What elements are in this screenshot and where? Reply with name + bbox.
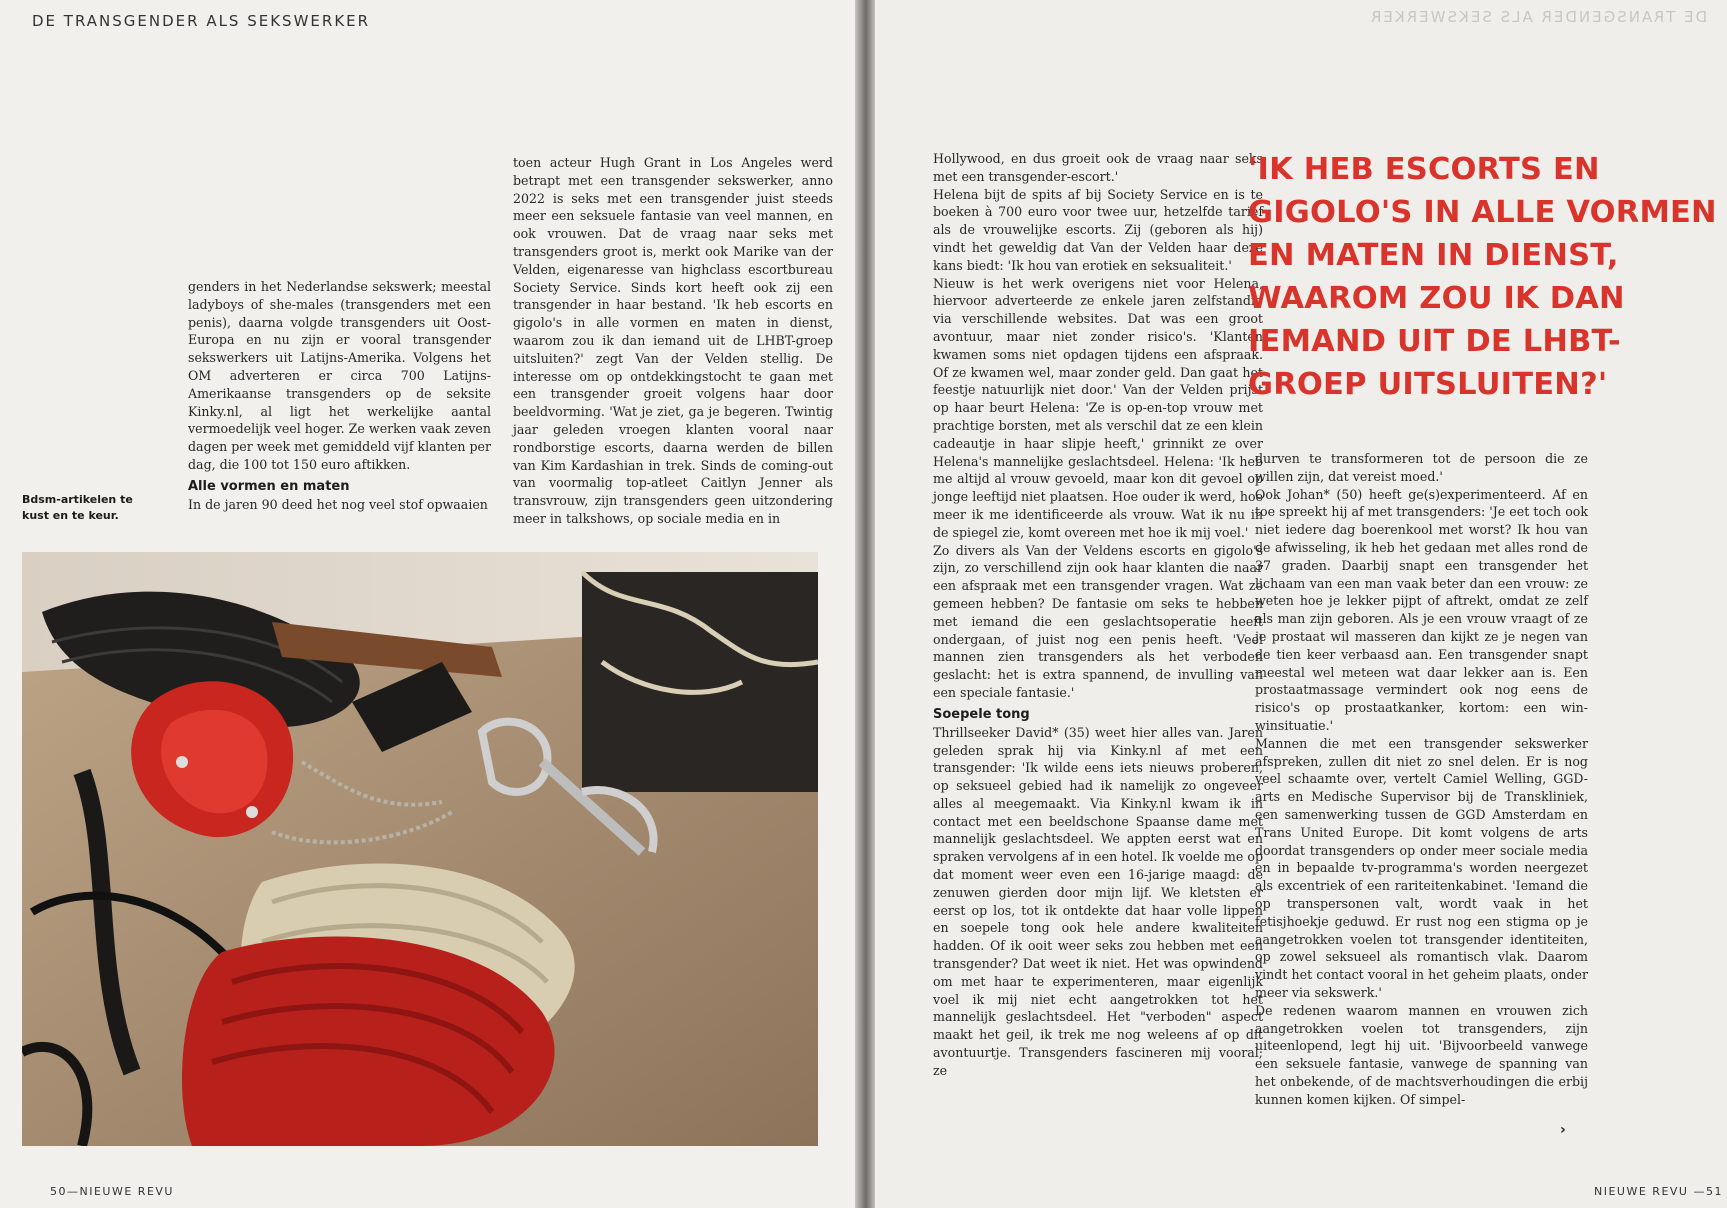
paragraph: In de jaren 90 deed het nog veel stof opwaaien [188, 496, 488, 512]
paragraph: Hollywood, en dus groeit ook de vraag naar seks met een transgender-escort.' [933, 151, 1263, 184]
subheading: Soepele tong [933, 706, 1030, 722]
article-column-4 [1255, 450, 1588, 1108]
running-head: DE TRANSGENDER ALS SEKSWERKER [32, 12, 371, 30]
page-number-left: 50—NIEUWE REVU [50, 1185, 174, 1198]
paragraph: Ook Johan* (50) heeft ge(s)experimenteerd. Af en toe spreekt hij af met transgenders: 'Je eet toch ook niet iedere dag boerenkool met worst? Ik hou van de afwisseling, ik heb het gedaan met alles rond de 37 graden. Daarbij snapt een transgender het lichaam van een man vaak beter dan een vrouw: ze weten hoe je lekker pijpt of aftrekt, omdat ze zelf als man zijn geboren. Als je een vrouw vraagt of ze je prostaat wil masseren dan kijkt ze je negen van de tien keer verbaasd aan. Een transgender snapt meestal wel meteen wat daar lekker aan is. Een prostaatmassage vermindert ook nog eens de risico's op prostaatkanker, kortom: een win-winsituatie.' [1255, 486, 1588, 733]
pull-quote: 'IK HEB ESCORTS EN GIGOLO'S IN ALLE VORMEN EN MATEN IN DIENST, WAAROM ZOU IK DAN IEMAND UIT DE LHBT-GROEP UITSLUITEN?' [1248, 152, 1717, 402]
paragraph: durven te transformeren tot de persoon die ze willen zijn, dat vereist moed.' [1255, 451, 1588, 484]
paragraph: Helena bijt de spits af bij Society Service en is te boeken à 700 euro voor twee uur, hetzelfde tarief als de vrouwelijke escorts. Zij (geboren als hij) vindt het geweldig dat Van der Velden haar deze kans biedt: 'Ik hou van erotiek en seksualiteit.' [933, 186, 1263, 273]
article-column-1 [188, 278, 491, 514]
continue-arrow-icon: › [1560, 1122, 1566, 1138]
photo-illustration [22, 552, 818, 1146]
page-number-right: NIEUWE REVU —51 [1594, 1185, 1723, 1198]
paragraph: Thrillseeker David* (35) weet hier alles van. Jaren geleden sprak hij via Kinky.nl af met een transgender: 'Ik wilde eens iets nieuws proberen, op seksueel gebied had ik namelijk zo ongeveer alles al meegemaakt. Via Kinky.nl kwam ik in contact met een beeldschone Spaanse dame met mannelijk geslachtsdeel. We appten eerst wat en spraken vervolgens af in een hotel. Ik voelde me op dat moment weer even een 16-jarige maagd: de zenuwen gierden door mijn lijf. We kletsten er eerst op los, tot ik ontdekte dat haar volle lippen en soepele tong ook hele andere kwaliteiten hadden. Of ik ooit weer seks zou hebben met een transgender? Dat weet ik niet. Het was opwindend om met haar te experimenteren, maar eigenlijk voel ik mij niet echt aangetrokken tot het mannelijk geslachtsdeel. Het "verboden" aspect maakt het geil, ik trek me nog weleens af op dit avontuurtje. Transgenders fascineren mij vooral; ze [933, 724, 1263, 1078]
paragraph: Nieuw is het werk overigens niet voor Helena, hiervoor adverteerde ze enkele jaren zelfstandig via verschillende websites. Dat was een groot avontuur, maar niet zonder risico's. 'Klanten kwamen soms niet opdagen tijdens een afspraak. Of ze kwamen wel, maar zonder geld. Dan gaat het feestje natuurlijk niet door.' Van der Velden prijst op haar beurt Helena: 'Ze is op-en-top vrouw met prachtige borsten, met als verschil dat ze een klein cadeautje in haar slipje heeft,' grinnikt ze over Helena's mannelijke geslachtsdeel. Helena: 'Ik heb me altijd al vrouw gevoeld, maar kon dit gevoel op jonge leeftijd niet plaatsen. Hoe ouder ik werd, hoe meer ik me identificeerde als vrouw. Wat ik nu in de spiegel zie, komt overeen met hoe ik mij voel.' [933, 275, 1263, 540]
paragraph: genders in het Nederlandse sekswerk; meestal ladyboys of she-males (transgenders met een penis), daarna volgde transgenders uit Oost-Europa en nu zijn er vooral transgender sekswerkers uit Latijns-Amerika. Volgens het OM adverteren er circa 700 Latijns-Amerikaanse transgenders op de seksite Kinky.nl, al ligt het werkelijke aantal vermoedelijk veel hoger. Ze werken vaak zeven dagen per week met gemiddeld vijf klanten per dag, die 100 tot 150 euro aftikken. [188, 279, 491, 472]
subheading: Alle vormen en maten [188, 478, 350, 494]
paragraph: Zo divers als Van der Veldens escorts en gigolo's zijn, zo verschillend zijn ook haar klanten die naar een afspraak met een transgender vragen. Wat ze gemeen hebben? De fantasie om seks te hebben met iemand die een geslachtsoperatie heeft ondergaan, of juist nog een penis heeft. 'Veel mannen zien transgenders als het verboden geslacht: het is extra spannend, de invulling van een speciale fantasie.' [933, 542, 1263, 700]
show-through-running-head: DE TRANSGENDER ALS SEKSWERKER [1368, 8, 1707, 26]
paragraph: De redenen waarom mannen en vrouwen zich aangetrokken voelen tot transgenders, zijn uiteenlopend, legt hij uit. 'Bijvoorbeeld vanwege een seksuele fantasie, vanwege de spanning van het onbekende, of de machtsverhoudingen die erbij kunnen komen kijken. Of simpel- [1255, 1002, 1588, 1107]
article-column-2 [513, 154, 833, 528]
spine-gutter [855, 0, 875, 1208]
bdsm-articles-photo [22, 552, 818, 1146]
photo-caption: Bdsm-artikelen te kust en te keur. [22, 493, 133, 522]
paragraph: Mannen die met een transgender sekswerker afspreken, zullen dit niet zo snel delen. Er is nog veel schaamte over, vertelt Camiel Welling, GGD-arts en Medische Supervisor bij de Transkliniek, een samenwerking tussen de GGD Amsterdam en Trans United Europe. Dit komt volgens de arts doordat transgenders op onder meer sociale media en in bepaalde tv-programma's worden neergezet als excentriek of een rariteitenkabinet. 'Iemand die op transpersonen valt, wordt vaak in het fetisjhoekje geduwd. Er rust nog een stigma op je aangetrokken voelen tot transgender identiteiten, op zowel seksueel als romantisch vlak. Daarom vindt het contact vooral in het geheim plaats, onder meer via sekswerk.' [1255, 735, 1588, 1000]
article-column-3 [933, 150, 1263, 1080]
paragraph: toen acteur Hugh Grant in Los Angeles werd betrapt met een transgender sekswerker, anno 2022 is seks met een transgender juist steeds meer een seksuele fantasie van veel mannen, en ook vrouwen. Dat de vraag naar seks met transgenders groot is, merkt ook Marike van der Velden, eigenaresse van highclass escortbureau Society Service. Sinds kort heeft ook zij een transgender in haar bestand. 'Ik heb escorts en gigolo's in alle vormen en maten in dienst, waarom zou ik dan iemand uit de LHBT-groep uitsluiten?' zegt Van der Velden stellig. De interesse om op ontdekkingstocht te gaan met een transgender groeit volgens haar door beeldvorming. 'Wat je ziet, ga je begeren. Twintig jaar geleden vroegen klanten vooral naar rondborstige escorts, daarna werden de billen van Kim Kardashian in trek. Sinds de coming-out van voormalig top-atleet Caitlyn Jenner als transvrouw, zijn transgenders geen uitzondering meer in talkshows, op sociale media en in [513, 155, 833, 526]
left-page [0, 0, 855, 1208]
